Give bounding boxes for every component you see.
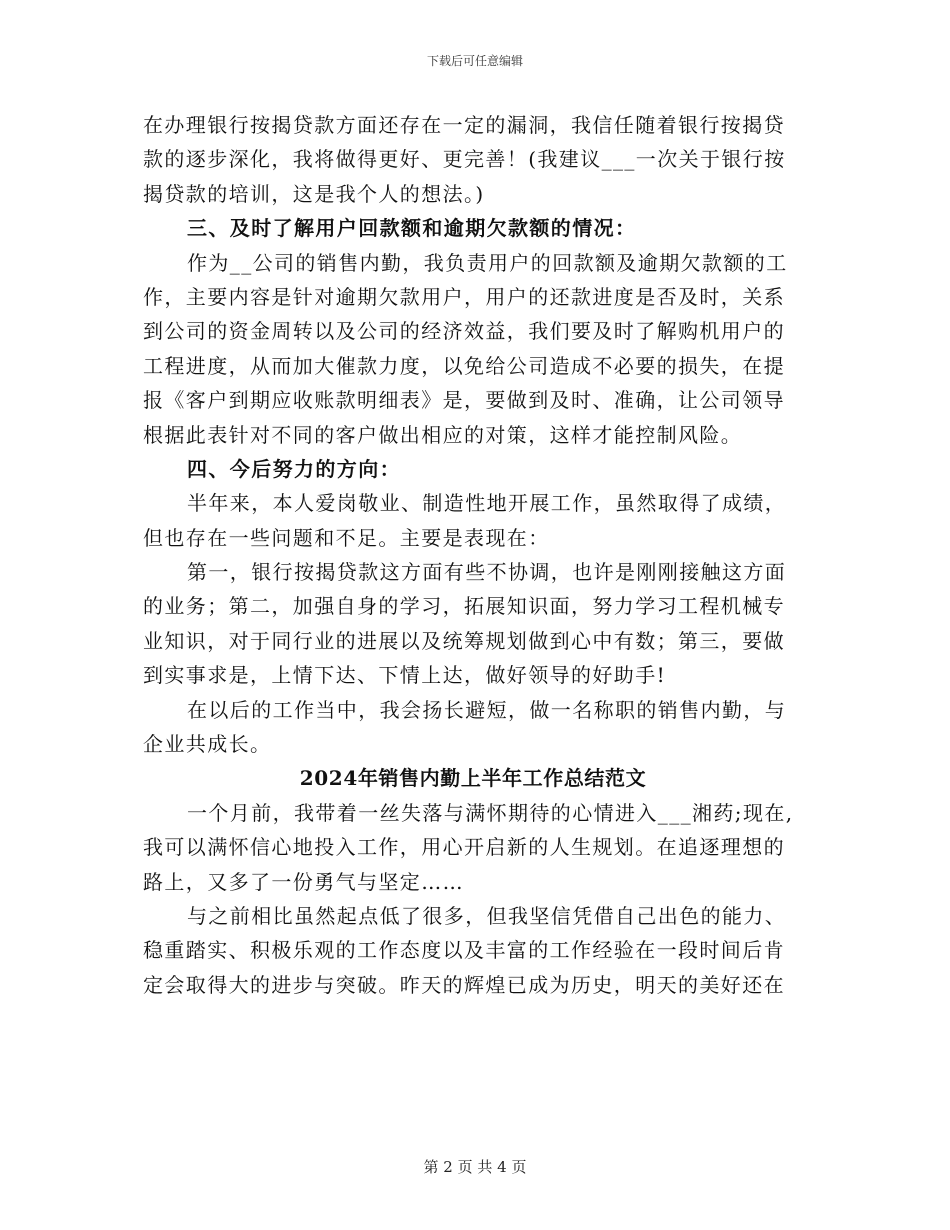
body-line: 到公司的资金周转以及公司的经济效益，我们要及时了解购机用户的 [143, 319, 785, 344]
section-heading: 四、今后努力的方向： [187, 456, 401, 481]
body-line: 我可以满怀信心地投入工作，用心开启新的人生规划。在追逐理想的 [143, 835, 785, 860]
section-heading: 三、及时了解用户回款额和逾期欠款额的情况： [187, 216, 637, 241]
body-line: 作，主要内容是针对逾期欠款用户，用户的还款进度是否及时，关系 [143, 284, 785, 309]
body-line: 款的逐步深化，我将做得更好、更完善！(我建议___一次关于银行按 [143, 147, 786, 172]
body-line: 一个月前，我带着一丝失落与满怀期待的心情进入___湘药;现在, [187, 800, 794, 825]
body-line: 定会取得大的进步与突破。昨天的辉煌已成为历史，明天的美好还在 [143, 972, 785, 997]
body-line: 报《客户到期应收账款明细表》是，要做到及时、准确，让公司领导 [143, 388, 785, 413]
body-line: 稳重踏实、积极乐观的工作态度以及丰富的工作经验在一段时间后肯 [143, 938, 785, 963]
body-line: 在办理银行按揭贷款方面还存在一定的漏洞，我信任随着银行按揭贷 [143, 113, 785, 137]
body-line: 半年来，本人爱岗敬业、制造性地开展工作，虽然取得了成绩， [187, 491, 787, 516]
body-line: 作为__公司的销售内勤，我负责用户的回款额及逾期欠款额的工 [187, 250, 788, 275]
body-line: 第一，银行按揭贷款这方面有些不协调，也许是刚刚接触这方面 [187, 560, 787, 585]
body-line: 与之前相比虽然起点低了很多，但我坚信凭借自己出色的能力、 [187, 903, 787, 928]
body-line: 路上，又多了一份勇气与坚定…… [143, 869, 464, 894]
body-line: 业知识，对于同行业的进展以及统筹规划做到心中有数；第三，要做 [143, 628, 785, 653]
header-note: 下载后可任意编辑 [426, 54, 523, 68]
body-line: 根据此表针对不同的客户做出相应的对策，这样才能控制风险。 [143, 422, 743, 447]
body-line: 工程进度，从而加大催款力度，以免给公司造成不必要的损失，在提 [143, 353, 785, 378]
body-line: 但也存在一些问题和不足。主要是表现在： [143, 525, 550, 550]
body-line: 在以后的工作当中，我会扬长避短，做一名称职的销售内勤，与 [187, 697, 787, 722]
body-line: 的业务；第二，加强自身的学习，拓展知识面，努力学习工程机械专 [143, 594, 785, 619]
body-line: 揭贷款的培训，这是我个人的想法。) [143, 181, 485, 206]
page-number: 第 2 页 共 4 页 [423, 1158, 527, 1176]
body-line: 到实事求是，上情下达、下情上达，做好领导的好助手! [143, 663, 667, 688]
document-title: 2024年销售内勤上半年工作总结范文 [299, 766, 647, 791]
document-body [143, 108, 803, 1002]
body-line: 企业共成长。 [143, 732, 272, 757]
